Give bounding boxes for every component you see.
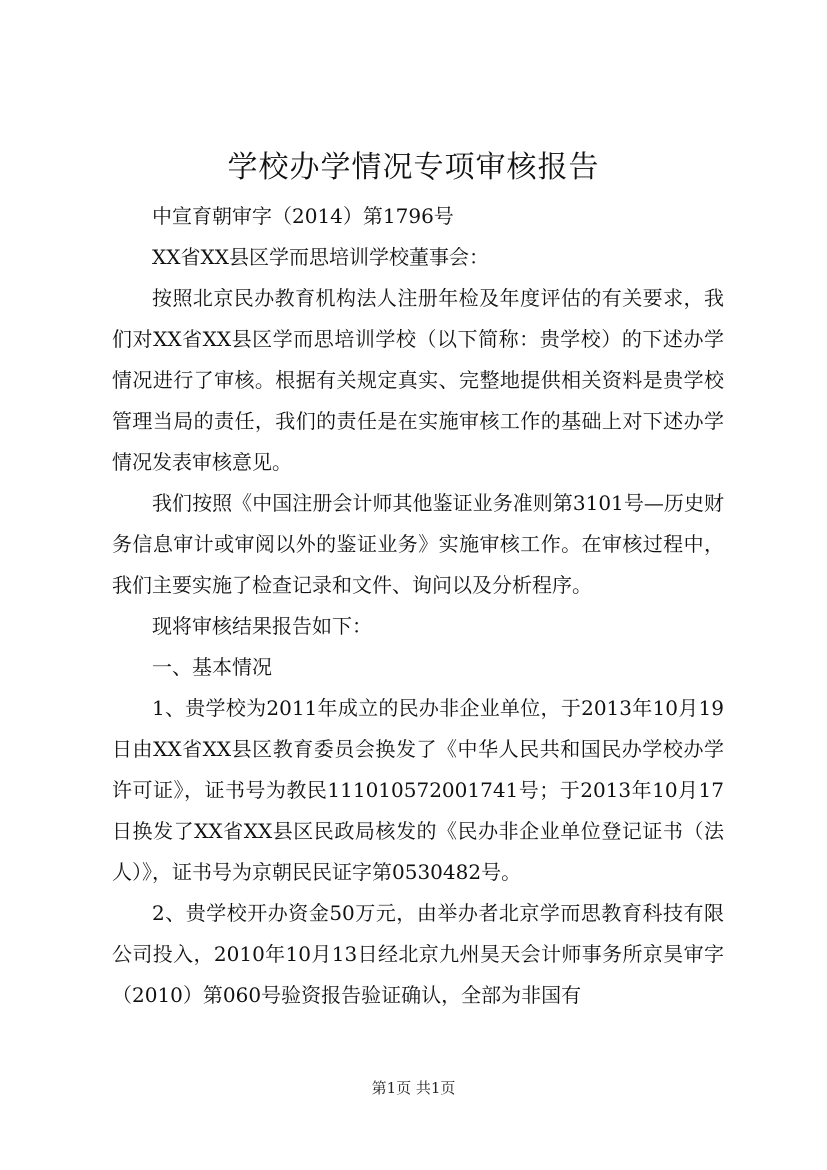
addressee: XX省XX县区学而思培训学校董事会： — [152, 245, 489, 269]
document-title: 学校办学情况专项审核报告 — [227, 150, 600, 185]
paragraph-item-1: 1、贵学校为2011年成立的民办非企业单位，于2013年10月19日由XX省XX县区教育委员会换发了《中华人民共和国民办学校办学许可证》，证书号为教民111010572001741号；于2013年10月17日换发了XX省XX县区民政局核发的《民办非企业单位登记证书（法人）》，证书号为京朝民民证字第0530482号。 — [112, 696, 724, 884]
paragraph-result-heading: 现将审核结果报告如下： — [152, 614, 372, 638]
section-heading-basic: 一、基本情况 — [152, 655, 272, 679]
paragraph-intro: 按照北京民办教育机构法人注册年检及年度评估的有关要求，我们对XX省XX县区学而思培训学校（以下简称：贵学校）的下述办学情况进行了审核。根据有关规定真实、完整地提供相关资料是贵学校管理当局的责任，我们的责任是在实施审核工作的基础上对下述办学情况发表审核意见。 — [112, 286, 724, 474]
document-number: 中宣育朝审字（2014）第1796号 — [152, 204, 454, 228]
paragraph-standard: 我们按照《中国注册会计师其他鉴证业务准则第3101号—历史财务信息审计或审阅以外的鉴证业务》实施审核工作。在审核过程中，我们主要实施了检查记录和文件、询问以及分析程序。 — [112, 491, 724, 597]
document-body — [112, 196, 724, 1016]
page-footer: 第1页 共1页 — [371, 1079, 456, 1097]
paragraph-item-2: 2、贵学校开办资金50万元，由举办者北京学而思教育科技有限公司投入，2010年10月13日经北京九州昊天会计师事务所京昊审字（2010）第060号验资报告验证确认，全部为非国有 — [112, 901, 724, 1007]
